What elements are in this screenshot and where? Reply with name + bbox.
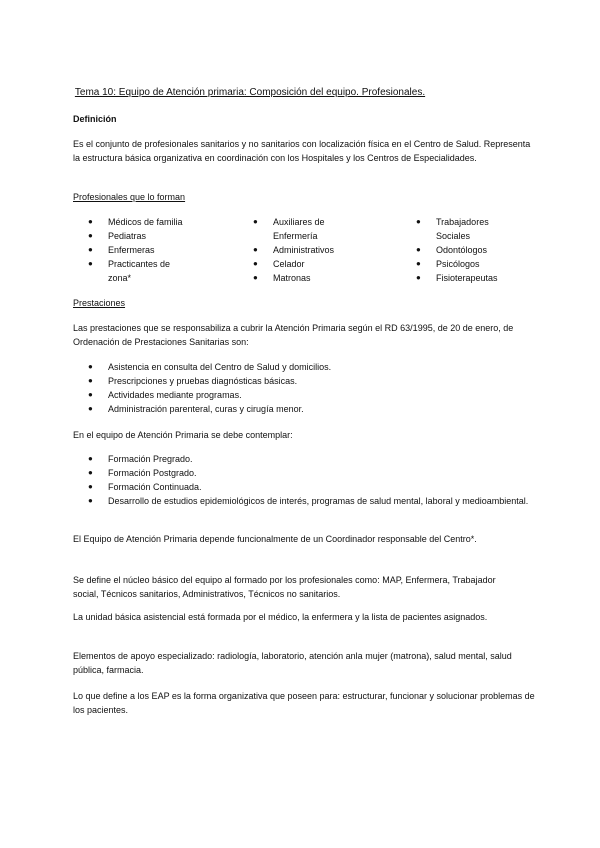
profesionales-col-2 bbox=[238, 215, 378, 285]
list-item: ● Administración parenteral, curas y cirugía menor. bbox=[73, 402, 531, 416]
list-item: ● Asistencia en consulta del Centro de Salud y domicilios. bbox=[73, 360, 531, 374]
profesionales-list bbox=[73, 215, 543, 285]
list-item: ● Enfermeras bbox=[73, 243, 213, 257]
prestaciones-heading: Prestaciones bbox=[73, 298, 126, 308]
prestaciones-list bbox=[73, 360, 531, 416]
list-item: ● Auxiliares de Enfermería bbox=[238, 215, 353, 243]
list-item: ● Formación Pregrado. bbox=[73, 452, 531, 466]
list-item: ● Desarrollo de estudios epidemiológicos de interés, programas de salud mental, laboral y medioambiental. bbox=[73, 494, 531, 508]
list-item: ● Fisioterapeutas bbox=[401, 271, 541, 285]
definicion-text: Es el conjunto de profesionales sanitarios y no sanitarios con localización física en el Centro de Salud. Representa la estructura básica organizativa en coordinación con los Hospitales y los Centros de Especialidades. bbox=[73, 139, 531, 163]
list-item: ● Celador bbox=[238, 257, 378, 271]
profesionales-col-3 bbox=[401, 215, 541, 285]
list-item: ● Formación Continuada. bbox=[73, 480, 531, 494]
profesionales-heading: Profesionales que lo forman bbox=[73, 192, 186, 202]
definicion-heading: Definición bbox=[73, 114, 117, 124]
list-item: ● Practicantes de zona* bbox=[73, 257, 188, 285]
contemplar-list bbox=[73, 452, 531, 508]
profesionales-col-1 bbox=[73, 215, 213, 285]
list-item: ● Actividades mediante programas. bbox=[73, 388, 531, 402]
nucleo-paragraph: Se define el núcleo básico del equipo al formado por los profesionales como: MAP, Enfermera, Trabajador social, Técnicos sanitarios, Administrativos, Técnicos no sanitarios. bbox=[73, 575, 496, 599]
list-item: ● Pediatras bbox=[73, 229, 213, 243]
page-title: Tema 10: Equipo de Atención primaria: Composición del equipo. Profesionales. bbox=[74, 87, 426, 98]
prestaciones-intro: Las prestaciones que se responsabiliza a cubrir la Atención Primaria según el RD 63/1995, de 20 de enero, de Ordenación de Prestaciones Sanitarias son: bbox=[73, 323, 514, 347]
list-item: ● Matronas bbox=[238, 271, 378, 285]
list-item: ● Odontólogos bbox=[401, 243, 541, 257]
eap-paragraph: Lo que define a los EAP es la forma organizativa que poseen para: estructurar, funcionar y solucionar problemas de los pacientes. bbox=[73, 691, 535, 715]
apoyo-paragraph: Elementos de apoyo especializado: radiología, laboratorio, atención anla mujer (matrona), salud mental, salud pública, farmacia. bbox=[73, 651, 512, 675]
coordinador-paragraph: El Equipo de Atención Primaria depende funcionalmente de un Coordinador responsable del Centro*. bbox=[73, 534, 477, 544]
list-item: ● Trabajadores Sociales bbox=[401, 215, 516, 243]
list-item: ● Médicos de familia bbox=[73, 215, 213, 229]
list-item: ● Prescripciones y pruebas diagnósticas básicas. bbox=[73, 374, 531, 388]
contemplar-intro: En el equipo de Atención Primaria se debe contemplar: bbox=[73, 430, 293, 440]
list-item: ● Administrativos bbox=[238, 243, 378, 257]
list-item: ● Psicólogos bbox=[401, 257, 541, 271]
unidad-paragraph: La unidad básica asistencial está formada por el médico, la enfermera y la lista de pacientes asignados. bbox=[73, 612, 488, 622]
list-item: ● Formación Postgrado. bbox=[73, 466, 531, 480]
